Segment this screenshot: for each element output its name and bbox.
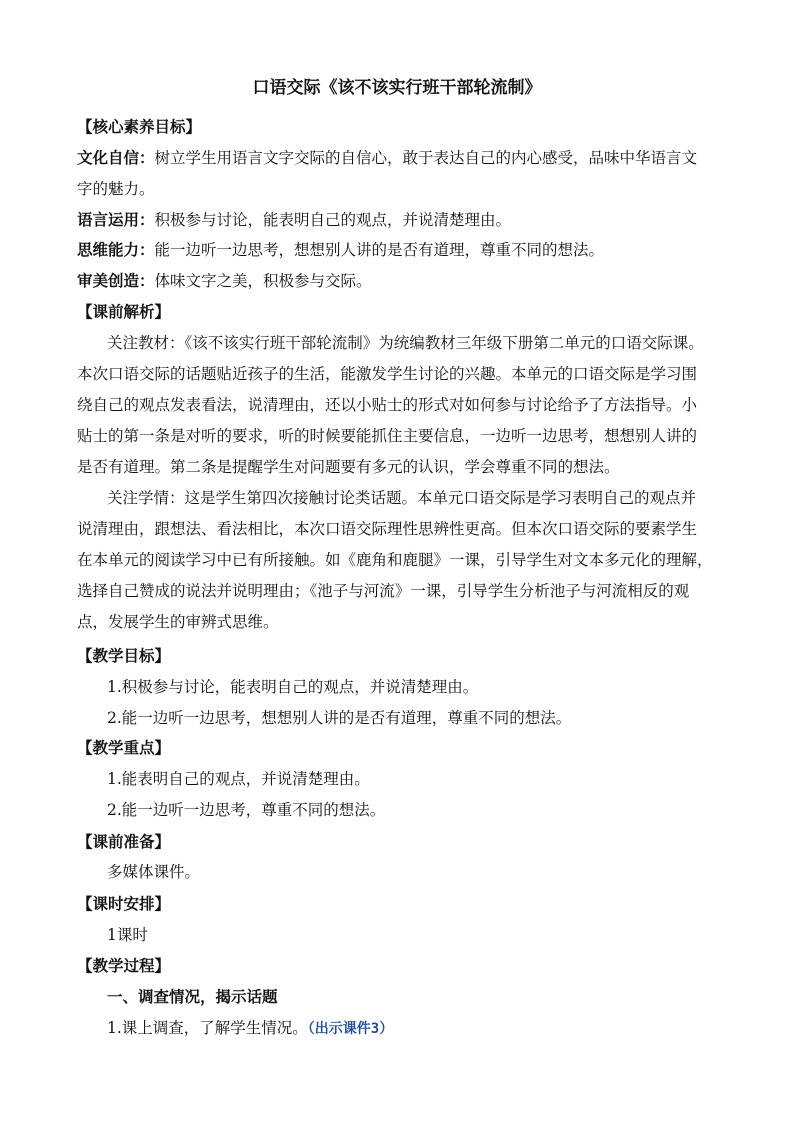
teaching-goals-heading: 【教学目标】 — [77, 646, 171, 665]
key-points-heading: 【教学重点】 — [77, 738, 171, 757]
aesthetic-text: 体味文字之美，积极参与交际。 — [154, 272, 372, 290]
teaching-goal-1: 1.积极参与讨论，能表明自己的观点，并说清楚理由。 — [107, 678, 479, 696]
analysis-p2-line-2: 说清理由，跟想法、看法相比，本次口语交际理性思辨性更高。但本次口语交际的要素学生 — [77, 520, 698, 538]
analysis-heading: 【课前解析】 — [77, 302, 171, 321]
core-goals-heading: 【核心素养目标】 — [77, 117, 202, 136]
schedule-heading: 【课时安排】 — [77, 894, 171, 913]
analysis-p1-line-3: 绕自己的观点发表看法，说清理由，还以小贴士的形式对如何参与讨论给予了方法指导。小 — [77, 396, 698, 414]
document-title: 口语交际《该不该实行班干部轮流制》 — [252, 78, 542, 98]
preparation-heading: 【课前准备】 — [77, 832, 171, 851]
thinking-ability-line — [77, 240, 604, 260]
process-item-1-text: 1.课上调查，了解学生情况。 — [107, 1019, 308, 1037]
process-heading: 【教学过程】 — [77, 956, 171, 975]
thinking-label: 思维能力： — [77, 240, 155, 259]
analysis-p2-line-1: 关注学情：这是学生第四次接触讨论类话题。本单元口语交际是学习表明自己的观点并 — [107, 489, 697, 507]
language-text: 积极参与讨论，能表明自己的观点，并说清楚理由。 — [154, 211, 512, 229]
courseware-reference: （出示课件3） — [307, 1021, 394, 1037]
aesthetic-creation-line — [77, 271, 372, 291]
analysis-p2-line-3: 在本单元的阅读学习中已有所接触。如《鹿角和鹿腿》一课，引导学生对文本多元化的理解， — [77, 551, 713, 569]
analysis-p1-line-5: 是否有道理。第二条是提醒学生对问题要有多元的认识，学会尊重不同的想法。 — [77, 458, 620, 476]
schedule-text: 1课时 — [107, 926, 148, 944]
cultural-confidence-line-2: 字的魅力。 — [77, 180, 155, 198]
aesthetic-label: 审美创造： — [77, 271, 155, 290]
process-step-1: 一、调查情况，揭示话题 — [107, 987, 278, 1006]
cultural-text-1: 树立学生用语言文字交际的自信心，敢于表达自己的内心感受，品味中华语言文 — [154, 149, 698, 167]
language-use-line — [77, 210, 511, 230]
analysis-p1-line-4: 贴士的第一条是对听的要求，听的时候要能抓住主要信息，一边听一边思考，想想别人讲的 — [77, 427, 698, 445]
key-point-1: 1.能表明自己的观点，并说清楚理由。 — [107, 770, 370, 788]
cultural-label: 文化自信： — [77, 148, 155, 167]
thinking-text: 能一边听一边思考，想想别人讲的是否有道理，尊重不同的想法。 — [154, 241, 605, 259]
analysis-p1-line-2: 本次口语交际的话题贴近孩子的生活，能激发学生讨论的兴趣。本单元的口语交际是学习围 — [77, 365, 698, 383]
analysis-p2-line-5: 点，发展学生的审辨式思维。 — [77, 613, 279, 631]
cultural-confidence-line-1 — [77, 148, 697, 168]
process-item-1 — [107, 1018, 393, 1039]
preparation-text: 多媒体课件。 — [107, 863, 201, 881]
language-label: 语言运用： — [77, 210, 155, 229]
analysis-p1-line-1: 关注教材：《该不该实行班干部轮流制》为统编教材三年级下册第二单元的口语交际课。 — [107, 334, 704, 352]
analysis-p2-line-4: 选择自己赞成的说法并说明理由；《池子与河流》一课，引导学生分析池子与河流相反的观 — [77, 582, 690, 600]
key-point-2: 2.能一边听一边思考，尊重不同的想法。 — [107, 801, 386, 819]
teaching-goal-2: 2.能一边听一边思考，想想别人讲的是否有道理，尊重不同的想法。 — [107, 709, 572, 727]
